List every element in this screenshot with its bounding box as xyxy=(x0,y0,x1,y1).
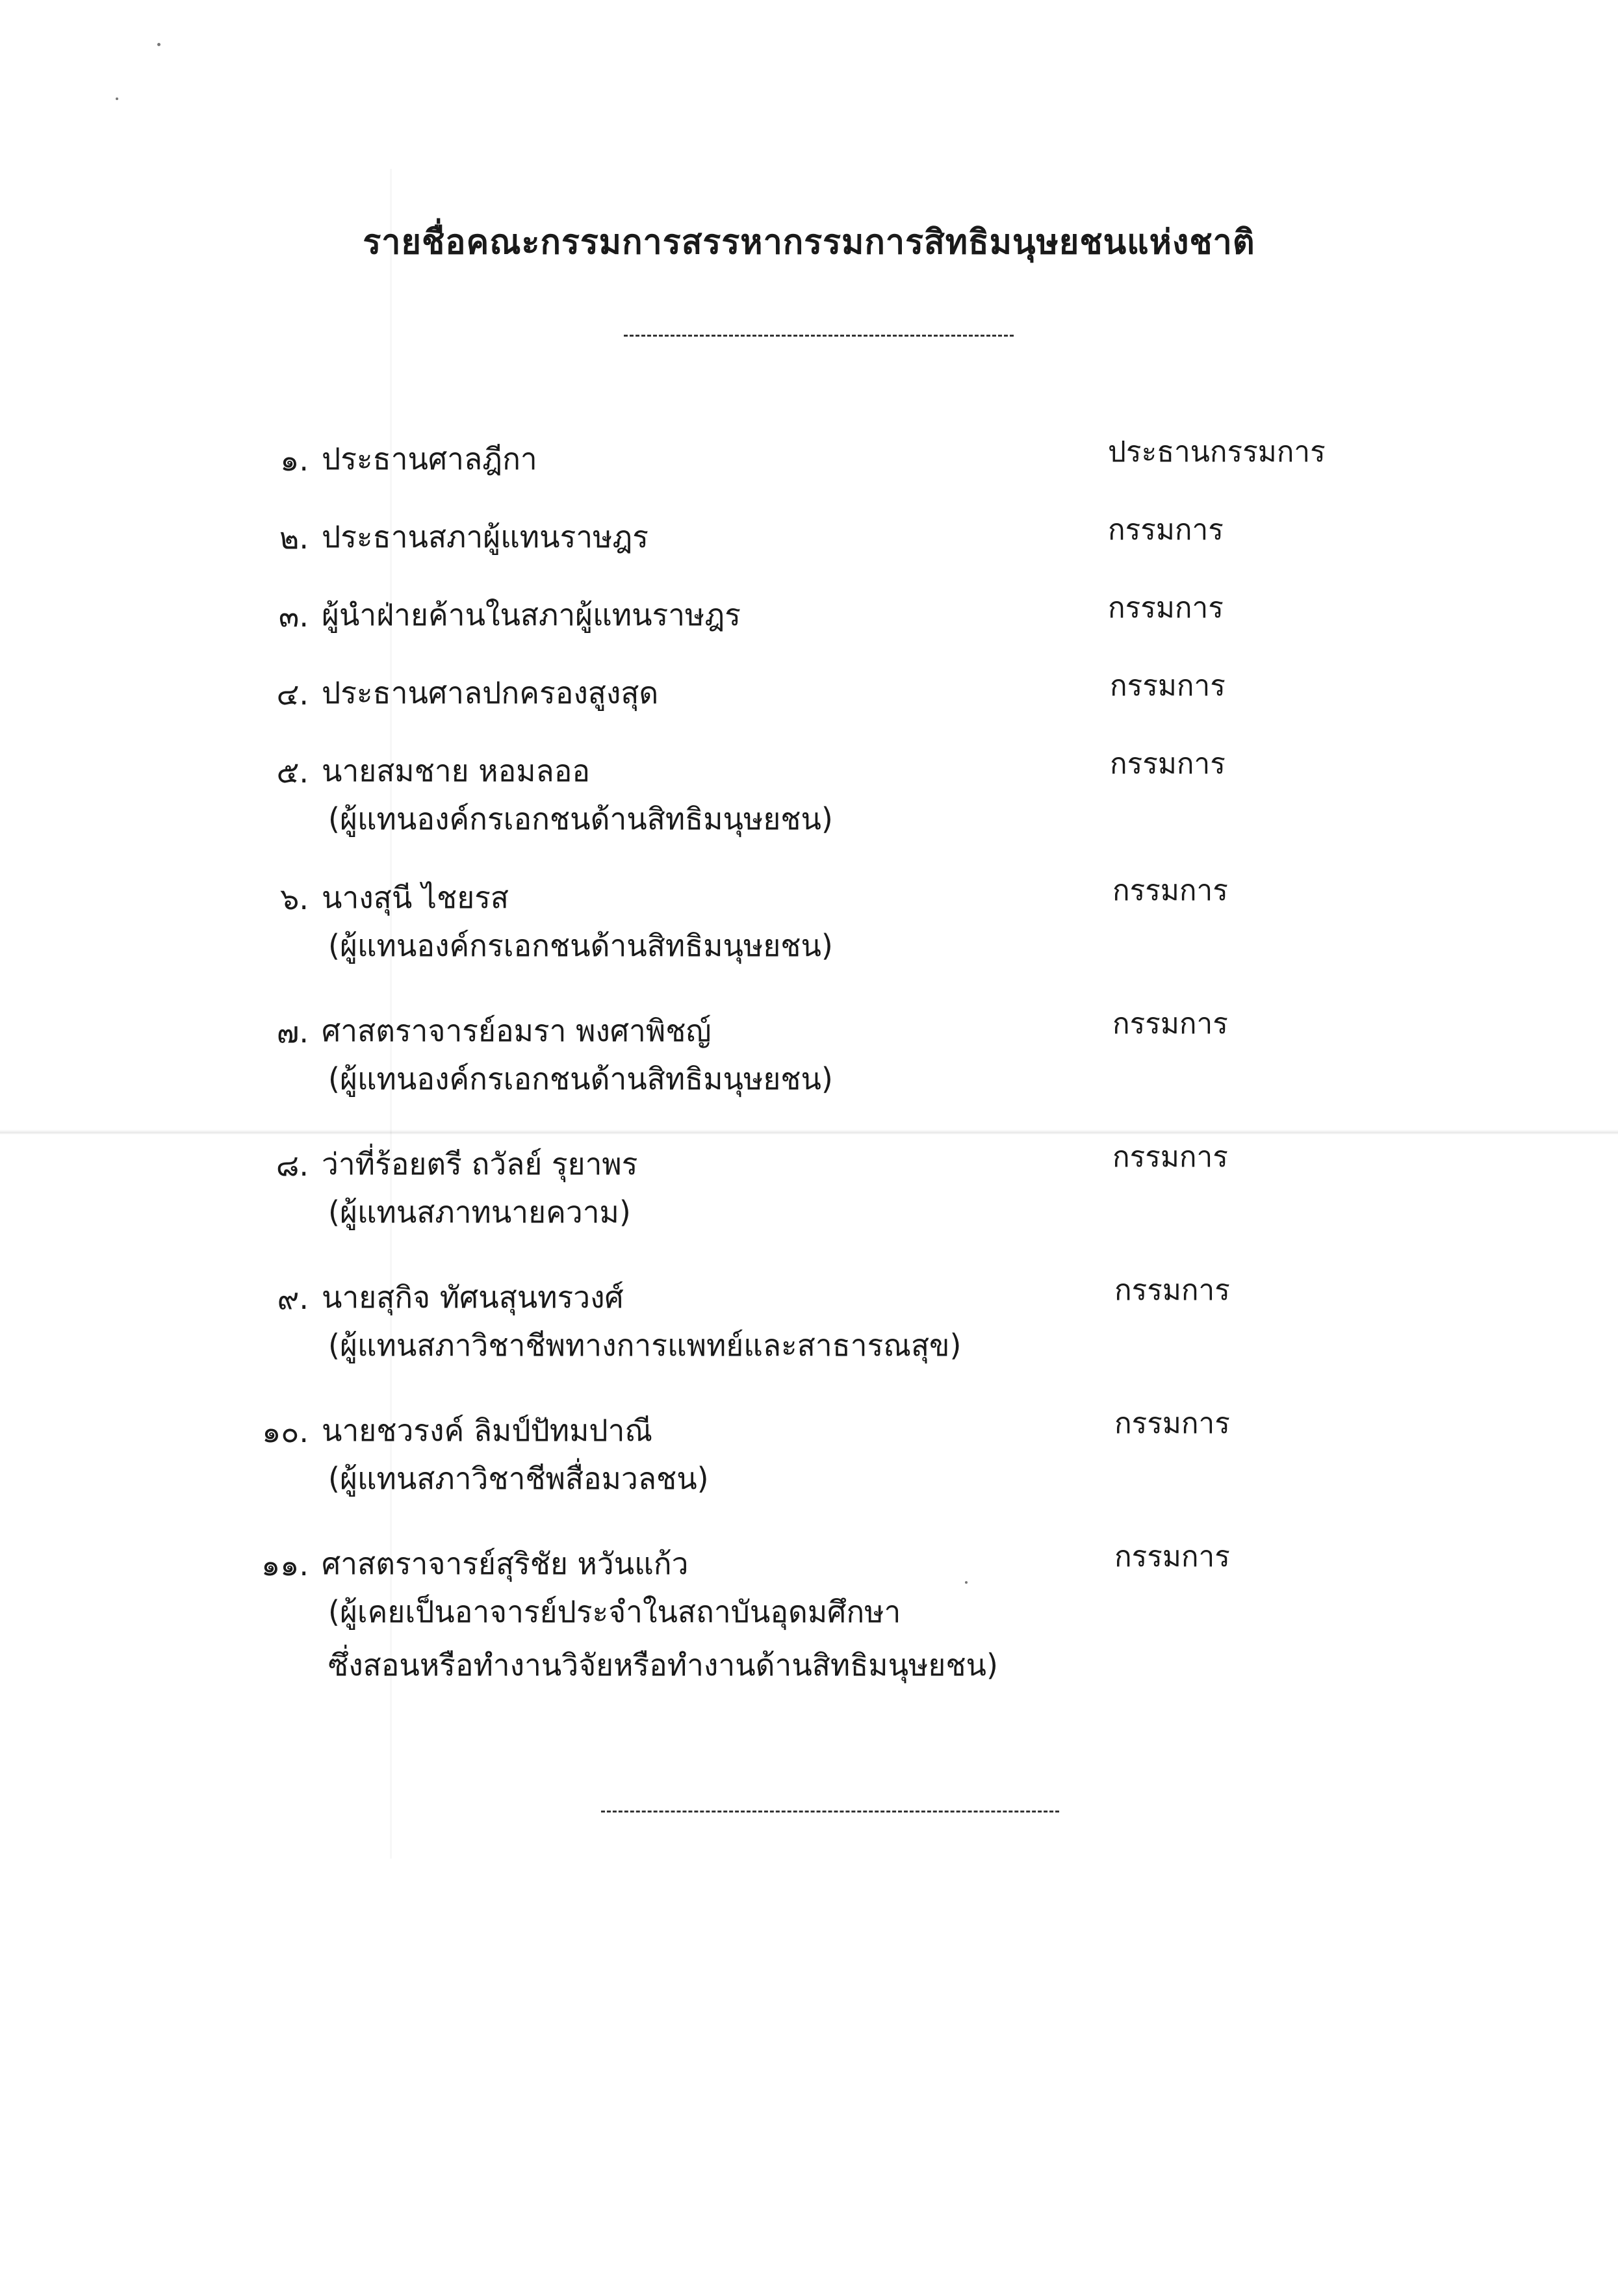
member-role: กรรมการ xyxy=(1112,1141,1228,1174)
paper-fold-line xyxy=(0,1129,1618,1135)
member-name: ศาสตราจารย์สุริชัย หวันแก้ว xyxy=(322,1546,689,1581)
member-number: ๙. xyxy=(277,1281,309,1316)
title-divider xyxy=(624,335,1014,337)
member-role: กรรมการ xyxy=(1108,591,1224,625)
member-role: กรรมการ xyxy=(1114,1407,1230,1440)
member-affiliation: (ผู้แทนสภาวิชาชีพทางการแพทย์และสาธารณสุข) xyxy=(328,1328,962,1363)
member-name: ผู้นำฝ่ายค้านในสภาผู้แทนราษฎร xyxy=(322,597,741,632)
member-affiliation: (ผู้แทนสภาวิชาชีพสื่อมวลชน) xyxy=(328,1461,709,1496)
member-role: กรรมการ xyxy=(1110,747,1226,780)
member-affiliation: (ผู้เคยเป็นอาจารย์ประจำในสถาบันอุดมศึกษา xyxy=(328,1594,901,1629)
member-role: ประธานกรรมการ xyxy=(1108,435,1326,469)
member-role: กรรมการ xyxy=(1114,1540,1230,1573)
member-role: กรรมการ xyxy=(1112,874,1228,907)
member-name: ว่าที่ร้อยตรี ถวัลย์ รุยาพร xyxy=(322,1146,638,1181)
member-role: กรรมการ xyxy=(1112,1007,1228,1040)
member-number: ๗. xyxy=(276,1014,309,1050)
member-number: ๕. xyxy=(276,755,309,790)
member-affiliation: (ผู้แทนองค์กรเอกชนด้านสิทธิมนุษยชน) xyxy=(328,801,833,836)
end-divider xyxy=(601,1811,1059,1812)
member-name: นายชวรงค์ ลิมป์ปัทมปาณี xyxy=(322,1413,653,1448)
member-number: ๑๐. xyxy=(262,1414,309,1449)
member-number: ๑. xyxy=(280,443,309,478)
member-name: นางสุนี ไชยรส xyxy=(322,880,509,915)
scan-speck xyxy=(965,1581,968,1584)
member-number: ๘. xyxy=(276,1148,309,1183)
member-number: ๒. xyxy=(279,521,309,556)
member-role: กรรมการ xyxy=(1110,669,1226,703)
member-role: กรรมการ xyxy=(1108,513,1224,547)
member-affiliation: ซึ่งสอนหรือทำงานวิจัยหรือทำงานด้านสิทธิมนุษยชน) xyxy=(328,1647,998,1683)
member-affiliation: (ผู้แทนองค์กรเอกชนด้านสิทธิมนุษยชน) xyxy=(328,1061,833,1096)
member-affiliation: (ผู้แทนองค์กรเอกชนด้านสิทธิมนุษยชน) xyxy=(328,928,833,963)
member-name: ศาสตราจารย์อมรา พงศาพิชญ์ xyxy=(322,1013,712,1048)
member-name: ประธานสภาผู้แทนราษฎร xyxy=(322,519,649,554)
document-title: รายชื่อคณะกรรมการสรรหากรรมการสิทธิมนุษยชนแห่งชาติ xyxy=(363,223,1255,262)
member-name: นายสุกิจ ทัศนสุนทรวงศ์ xyxy=(322,1280,624,1315)
member-role: กรรมการ xyxy=(1114,1274,1230,1307)
member-number: ๓. xyxy=(278,599,309,634)
scan-speck xyxy=(157,43,161,46)
member-name: ประธานศาลฎีกา xyxy=(322,441,537,476)
member-name: นายสมชาย หอมลออ xyxy=(322,753,590,788)
member-number: ๖. xyxy=(280,881,309,916)
member-number: ๑๑. xyxy=(261,1547,309,1582)
member-name: ประธานศาลปกครองสูงสุด xyxy=(322,675,659,710)
scan-speck xyxy=(116,97,118,100)
member-number: ๔. xyxy=(276,677,309,712)
member-affiliation: (ผู้แทนสภาทนายความ) xyxy=(328,1194,631,1230)
